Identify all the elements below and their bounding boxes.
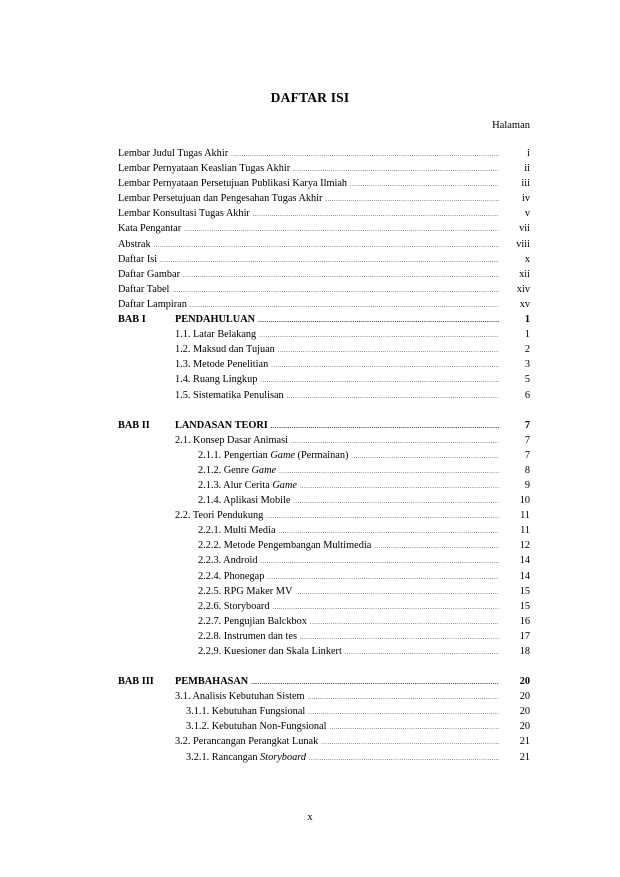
toc-entry bbox=[118, 342, 530, 357]
toc-entry bbox=[118, 508, 530, 523]
entry-page-number: 7 bbox=[524, 434, 530, 446]
entry-page-number: 11 bbox=[520, 510, 530, 522]
entry-page-number: 8 bbox=[524, 464, 530, 476]
entry-title-italic: Game bbox=[272, 479, 297, 491]
entry-title: 1.4. Ruang Lingkup bbox=[175, 374, 258, 386]
toc-entry bbox=[118, 689, 530, 704]
entry-title: 2.1.3. Alur Cerita Game bbox=[198, 479, 297, 491]
entry-title: 2.1. Konsep Dasar Animasi bbox=[175, 434, 288, 446]
section-gap bbox=[118, 659, 530, 674]
entry-page-number: 20 bbox=[519, 706, 530, 718]
toc-entry bbox=[118, 357, 530, 372]
entry-title: Daftar Isi bbox=[118, 253, 158, 265]
entry-title: 2.2.6. Storyboard bbox=[198, 600, 270, 612]
chapter-number: BAB I bbox=[118, 314, 146, 326]
entry-page-number: 1 bbox=[524, 314, 530, 326]
toc-entry bbox=[118, 599, 530, 614]
entry-page-number: 20 bbox=[519, 676, 530, 688]
entry-page-number: 15 bbox=[519, 585, 530, 597]
entry-title: 1.1. Latar Belakang bbox=[175, 329, 257, 341]
toc-entry bbox=[118, 372, 530, 387]
section-gap bbox=[118, 403, 530, 418]
entry-page-number: 21 bbox=[519, 736, 530, 748]
entry-title: Lembar Pernyataan Keaslian Tugas Akhir bbox=[118, 163, 291, 175]
toc-entry bbox=[118, 569, 530, 584]
entry-page-number: ii bbox=[524, 163, 530, 175]
entry-page-number: 6 bbox=[524, 389, 530, 401]
entry-title: 2.2.2. Metode Pengembangan Multimedia bbox=[198, 540, 372, 552]
entry-page-number: 14 bbox=[519, 570, 530, 582]
entry-title-italic: Game bbox=[251, 464, 277, 476]
entry-title: 2.2.3. Android bbox=[198, 555, 258, 567]
entry-title: 3.2. Perancangan Perangkat Lunak bbox=[175, 736, 319, 748]
toc-entry bbox=[118, 161, 530, 176]
entry-title: 2.2.8. Instrumen dan tes bbox=[198, 630, 297, 642]
toc-entry bbox=[118, 478, 530, 493]
entry-page-number: xii bbox=[519, 268, 530, 280]
entry-title: 2.2.9. Kuesioner dan Skala Linkert bbox=[198, 646, 342, 657]
dot-leader bbox=[287, 390, 499, 405]
entry-title: PENDAHULUAN bbox=[175, 314, 256, 326]
toc-entry bbox=[118, 493, 530, 508]
toc-entry bbox=[118, 719, 530, 734]
entry-title: LANDASAN TEORI bbox=[175, 419, 268, 431]
toc-entry bbox=[118, 644, 530, 659]
toc-entry bbox=[118, 704, 530, 719]
entry-title: 2.1.1. Pengertian Game (Permainan) bbox=[198, 449, 349, 461]
entry-page-number: 16 bbox=[519, 615, 530, 627]
toc-entry bbox=[118, 629, 530, 644]
entry-title: Lembar Judul Tugas Akhir bbox=[118, 148, 229, 159]
toc-entry bbox=[118, 523, 530, 538]
entry-title: Kata Pengantar bbox=[118, 223, 182, 235]
chapter-number: BAB II bbox=[118, 419, 150, 431]
entry-page-number: iii bbox=[521, 178, 530, 190]
toc-chapter-row bbox=[118, 312, 530, 327]
entry-title: 3.1.1. Kebutuhan Fungsional bbox=[186, 706, 306, 718]
entry-title: 1.5. Sistematika Penulisan bbox=[175, 389, 284, 401]
entry-page-number: 21 bbox=[519, 751, 530, 763]
toc-entry bbox=[118, 614, 530, 629]
entry-page-number: 3 bbox=[524, 359, 530, 371]
toc-entry bbox=[118, 734, 530, 749]
entry-title: Daftar Tabel bbox=[118, 283, 170, 295]
entry-title: 3.1. Analisis Kebutuhan Sistem bbox=[175, 691, 305, 703]
entry-title: PEMBAHASAN bbox=[175, 676, 249, 688]
entry-page-number: 7 bbox=[524, 449, 530, 461]
toc-entry bbox=[118, 463, 530, 478]
toc-entry bbox=[118, 327, 530, 342]
entry-page-number: 15 bbox=[519, 600, 530, 612]
page-title: DAFTAR ISI bbox=[270, 90, 350, 105]
halaman-label: Halaman bbox=[492, 120, 530, 131]
entry-title: Lembar Pernyataan Persetujuan Publikasi Karya Ilmiah bbox=[118, 178, 348, 190]
entry-page-number: 14 bbox=[519, 555, 530, 567]
entry-title: 2.2.1. Multi Media bbox=[198, 525, 276, 537]
toc-entry bbox=[118, 206, 530, 221]
entry-title: 3.1.2. Kebutuhan Non-Fungsional bbox=[186, 721, 327, 733]
toc-entry bbox=[118, 176, 530, 191]
entry-page-number: 7 bbox=[524, 419, 530, 431]
entry-title-italic: Game bbox=[270, 449, 295, 461]
entry-page-number: 17 bbox=[519, 630, 530, 642]
toc-entry bbox=[118, 553, 530, 568]
entry-page-number: 5 bbox=[524, 374, 530, 386]
entry-title-italic: Storyboard bbox=[260, 751, 307, 763]
toc-entry bbox=[118, 146, 530, 161]
entry-page-number: i bbox=[527, 148, 530, 159]
entry-title: 2.2.5. RPG Maker MV bbox=[198, 585, 293, 597]
entry-page-number: v bbox=[524, 208, 530, 220]
entry-page-number: iv bbox=[521, 193, 530, 205]
entry-title: 1.2. Maksud dan Tujuan bbox=[175, 344, 275, 356]
toc-entry bbox=[118, 252, 530, 267]
toc-entry bbox=[118, 282, 530, 297]
toc-entry bbox=[118, 388, 530, 403]
page-number: x bbox=[307, 812, 313, 823]
toc-entry bbox=[118, 584, 530, 599]
entry-title: 2.2.4. Phonegap bbox=[198, 570, 265, 582]
entry-title: Lembar Persetujuan dan Pengesahan Tugas Akhir bbox=[118, 193, 323, 205]
toc-entry bbox=[118, 191, 530, 206]
entry-title: 1.3. Metode Penelitian bbox=[175, 359, 269, 371]
entry-title: 2.1.4. Aplikasi Mobile bbox=[198, 495, 291, 507]
entry-page-number: vii bbox=[519, 223, 530, 235]
toc-entry bbox=[118, 267, 530, 282]
entry-page-number: xv bbox=[519, 298, 530, 310]
toc-entry bbox=[118, 448, 530, 463]
entry-title: 2.1.2. Genre Game bbox=[198, 464, 277, 476]
entry-page-number: 11 bbox=[520, 525, 530, 537]
entry-page-number: 20 bbox=[519, 721, 530, 733]
entry-page-number: 1 bbox=[524, 329, 530, 341]
toc-entry bbox=[118, 750, 530, 765]
dot-leader bbox=[345, 646, 499, 661]
table-of-contents bbox=[118, 146, 530, 765]
dot-leader bbox=[309, 752, 499, 767]
toc-entry bbox=[118, 221, 530, 236]
entry-title: 3.2.1. Rancangan Storyboard bbox=[186, 751, 307, 763]
entry-title: 2.2.7. Pengujian Balckbox bbox=[198, 615, 307, 627]
entry-page-number: 9 bbox=[524, 479, 530, 491]
entry-page-number: 2 bbox=[524, 344, 530, 356]
entry-page-number: 20 bbox=[519, 691, 530, 703]
entry-page-number: 10 bbox=[519, 495, 530, 507]
entry-page-number: x bbox=[524, 253, 530, 265]
entry-title: Lembar Konsultasi Tugas Akhir bbox=[118, 208, 250, 220]
entry-page-number: viii bbox=[516, 238, 530, 250]
toc-entry bbox=[118, 538, 530, 553]
toc-entry bbox=[118, 433, 530, 448]
entry-title: 2.2. Teori Pendukung bbox=[175, 510, 264, 522]
entry-page-number: 18 bbox=[519, 646, 530, 657]
toc-entry bbox=[118, 237, 530, 252]
toc-entry bbox=[118, 297, 530, 312]
entry-title: Abstrak bbox=[118, 238, 151, 250]
entry-page-number: 12 bbox=[519, 540, 530, 552]
chapter-number: BAB III bbox=[118, 676, 154, 688]
toc-chapter-row bbox=[118, 418, 530, 433]
entry-title: Daftar Lampiran bbox=[118, 298, 187, 310]
entry-title: Daftar Gambar bbox=[118, 268, 181, 280]
entry-page-number: xiv bbox=[516, 283, 530, 295]
toc-chapter-row bbox=[118, 674, 530, 689]
